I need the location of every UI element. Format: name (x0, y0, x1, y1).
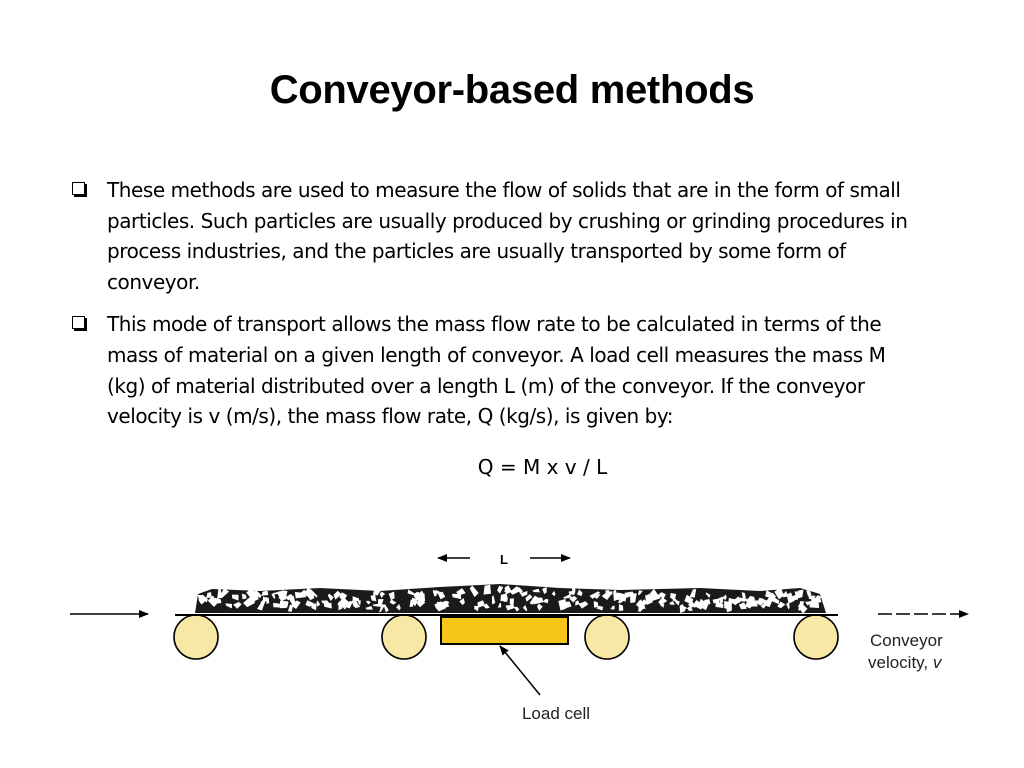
bulk-material-layer (195, 584, 826, 614)
velocity-label-line1: Conveyor (870, 631, 943, 650)
conveyor-roller (174, 615, 218, 659)
slide-title: Conveyor-based methods (269, 68, 755, 112)
velocity-symbol: v (932, 653, 942, 672)
load-cell-pointer (500, 646, 540, 695)
load-cell (441, 617, 568, 644)
conveyor-diagram (0, 540, 1024, 740)
bullet-text: These methods are used to measure the flow of solids that are in the form of small particles. Such particles are usually produced by crushing or grinding procedures in process industries, and the particles are usually transported by some form of conveyor. (107, 178, 908, 294)
load-cell-label: Load cell (521, 704, 591, 723)
velocity-label-line2: velocity, v (868, 653, 942, 672)
bullet-item (70, 309, 920, 431)
bullet-item (70, 175, 920, 297)
conveyor-roller (382, 615, 426, 659)
bullet-list (70, 175, 920, 444)
material-particle (483, 585, 491, 595)
checkbox-bullet-icon (72, 182, 85, 195)
conveyor-roller (585, 615, 629, 659)
length-label: L (500, 552, 508, 567)
bullet-text: This mode of transport allows the mass flow rate to be calculated in terms of the mass of material on a given length of conveyor. A load cell measures the mass M (kg) of material distributed over a length L (m) of the conveyor. If the conveyor velocity is v (m/s), the mass flow rate, Q (kg/s), is given by: (107, 312, 886, 429)
conveyor-diagram-svg (0, 540, 1024, 740)
checkbox-bullet-icon (72, 316, 85, 329)
conveyor-roller (794, 615, 838, 659)
mass-flow-formula: Q = M x v / L (477, 455, 608, 479)
